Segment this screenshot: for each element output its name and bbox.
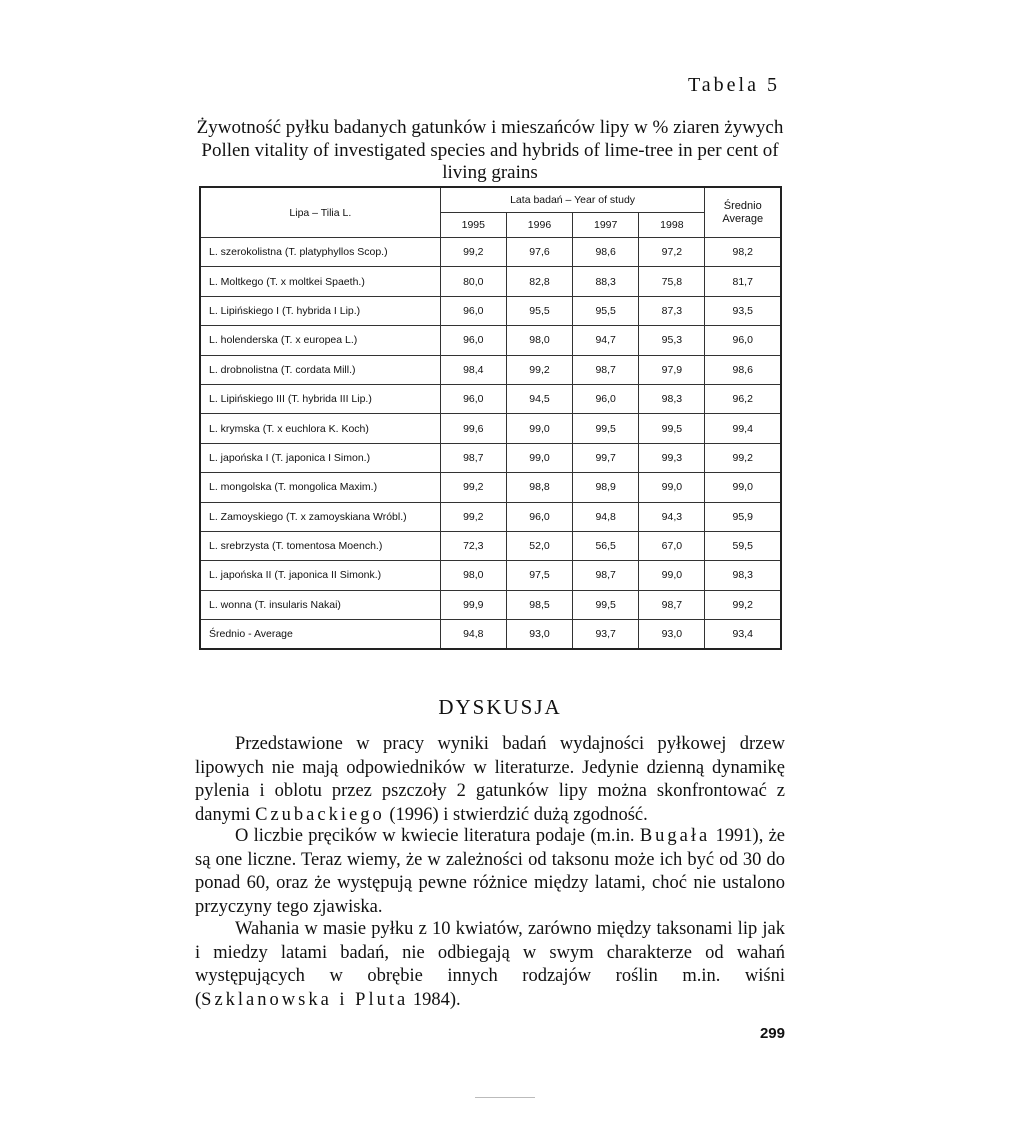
average-row bbox=[200, 620, 781, 650]
author-citation: Szklanowska i Pluta bbox=[201, 989, 409, 1010]
vitality-value-cell: 96,0 bbox=[573, 384, 639, 413]
species-common-name: L. drobnolistna bbox=[209, 363, 278, 376]
vitality-value-cell: 97,6 bbox=[506, 238, 572, 267]
species-latin-name: (T. insularis Nakai) bbox=[254, 598, 341, 611]
vitality-average-cell: 99,2 bbox=[705, 590, 781, 619]
vitality-value-cell: 98,0 bbox=[440, 561, 506, 590]
species-name-cell bbox=[200, 590, 440, 619]
vitality-value-cell: 72,3 bbox=[440, 531, 506, 560]
header-year: 1998 bbox=[639, 213, 705, 238]
species-latin-name: (T. japonica I Simon.) bbox=[271, 451, 371, 464]
vitality-value-cell: 88,3 bbox=[573, 267, 639, 296]
species-name-cell bbox=[200, 531, 440, 560]
page-number: 299 bbox=[759, 1025, 785, 1042]
species-latin-name: (T. x europea L.) bbox=[280, 334, 358, 347]
species-name-cell bbox=[200, 414, 440, 443]
species-name-cell bbox=[200, 443, 440, 472]
paragraph-text: 1984). bbox=[412, 989, 461, 1010]
species-latin-name: (T. japonica II Simonk.) bbox=[274, 569, 382, 582]
species-common-name: L. holenderska bbox=[209, 334, 278, 347]
vitality-value-cell: 56,5 bbox=[573, 531, 639, 560]
vitality-average-cell: 99,4 bbox=[705, 414, 781, 443]
average-value-cell: 94,8 bbox=[440, 620, 506, 650]
average-row-label: Średnio - Average bbox=[200, 620, 440, 650]
species-common-name: L. Zamoyskiego bbox=[209, 510, 284, 523]
vitality-value-cell: 99,6 bbox=[440, 414, 506, 443]
vitality-average-cell: 98,6 bbox=[705, 355, 781, 384]
table-row bbox=[200, 267, 781, 296]
table-row bbox=[200, 443, 781, 472]
vitality-value-cell: 97,5 bbox=[506, 561, 572, 590]
table-row bbox=[200, 502, 781, 531]
header-lipa bbox=[200, 187, 440, 238]
vitality-value-cell: 98,7 bbox=[639, 590, 705, 619]
vitality-average-cell: 96,2 bbox=[705, 384, 781, 413]
vitality-value-cell: 99,5 bbox=[639, 414, 705, 443]
vitality-value-cell: 94,5 bbox=[506, 384, 572, 413]
species-name-cell bbox=[200, 473, 440, 502]
vitality-value-cell: 99,0 bbox=[506, 443, 572, 472]
vitality-value-cell: 52,0 bbox=[506, 531, 572, 560]
header-lipa-label: Lipa – Tilia L. bbox=[289, 206, 352, 219]
paragraph-text: Wahania w masie pyłku z 10 kwiatów, zarówno między taksonami lip jak i miedzy latami badań, nie odbiegają w swym charakterze od wahań występujących w obrębie innych rodzajów roślin m.in. wiśni ( bbox=[195, 919, 785, 1010]
table-row bbox=[200, 414, 781, 443]
species-name-cell bbox=[200, 355, 440, 384]
species-name-cell bbox=[200, 326, 440, 355]
vitality-value-cell: 99,2 bbox=[440, 238, 506, 267]
species-common-name: L. krymska bbox=[209, 422, 260, 435]
species-name-cell bbox=[200, 561, 440, 590]
species-latin-name: (T. x euchlora K. Koch) bbox=[262, 422, 369, 435]
species-latin-name: (T. hybrida III Lip.) bbox=[287, 393, 372, 406]
author-citation: Bugała bbox=[639, 826, 711, 846]
discussion-paragraph bbox=[195, 733, 785, 827]
vitality-value-cell: 98,3 bbox=[639, 384, 705, 413]
table-caption-polish: Żywotność pyłku badanych gatunków i mieszańców lipy w % ziaren żywych bbox=[196, 117, 784, 138]
discussion-paragraph bbox=[195, 918, 785, 1012]
vitality-value-cell: 99,5 bbox=[573, 414, 639, 443]
species-common-name: L. japońska II bbox=[209, 569, 272, 582]
table-row bbox=[200, 561, 781, 590]
table-row bbox=[200, 531, 781, 560]
vitality-average-cell: 99,2 bbox=[705, 443, 781, 472]
species-common-name: L. srebrzysta bbox=[209, 540, 270, 553]
vitality-value-cell: 97,9 bbox=[639, 355, 705, 384]
paragraph-text: Przedstawione w pracy wyniki badań wydajności pyłkowej drzew lipowych nie mają odpowiedników w literaturze. Jedynie dzienną dynamikę pylenia i oblotu przez pszczoły 2 gatunków lipy można skonfrontować z danymi bbox=[195, 734, 785, 825]
author-citation: Czubackiego bbox=[255, 804, 385, 825]
average-value-cell: 93,0 bbox=[506, 620, 572, 650]
species-common-name: L. szerokolistna bbox=[209, 246, 282, 259]
paragraph-text: O liczbie pręcików w kwiecie literatura podaje (m.in. bbox=[235, 826, 635, 846]
vitality-average-cell: 99,0 bbox=[705, 473, 781, 502]
table-row bbox=[200, 355, 781, 384]
vitality-average-cell: 98,2 bbox=[705, 238, 781, 267]
vitality-average-cell: 93,5 bbox=[705, 296, 781, 325]
header-average-en: Average bbox=[722, 212, 764, 225]
table-row bbox=[200, 473, 781, 502]
paragraph-text: (1996) i stwierdzić dużą zgodność. bbox=[389, 804, 648, 825]
species-latin-name: (T. cordata Mill.) bbox=[280, 363, 356, 376]
vitality-average-cell: 96,0 bbox=[705, 326, 781, 355]
table-row bbox=[200, 326, 781, 355]
species-name-cell bbox=[200, 267, 440, 296]
species-latin-name: (T. x moltkei Spaeth.) bbox=[266, 275, 365, 288]
table-number-label: Tabela 5 bbox=[687, 74, 780, 96]
vitality-value-cell: 95,3 bbox=[639, 326, 705, 355]
header-average bbox=[705, 187, 781, 238]
overall-average-cell: 93,4 bbox=[705, 620, 781, 650]
paragraph-text: 1991), że są one liczne. Teraz wiemy, że w zależności od taksonu może ich być od 30 do ponad 60, oraz że występują pewne różnice między latami, choć nie ustalono przyczyny tego zjawiska. bbox=[195, 826, 786, 917]
vitality-value-cell: 98,9 bbox=[573, 473, 639, 502]
vitality-value-cell: 98,0 bbox=[506, 326, 572, 355]
vitality-average-cell: 59,5 bbox=[705, 531, 781, 560]
pollen-vitality-table bbox=[199, 186, 782, 650]
species-common-name: L. Lipińskiego I bbox=[209, 304, 280, 317]
vitality-value-cell: 87,3 bbox=[639, 296, 705, 325]
vitality-value-cell: 99,2 bbox=[440, 502, 506, 531]
vitality-value-cell: 80,0 bbox=[440, 267, 506, 296]
vitality-value-cell: 82,8 bbox=[506, 267, 572, 296]
vitality-value-cell: 98,5 bbox=[506, 590, 572, 619]
vitality-value-cell: 98,7 bbox=[440, 443, 506, 472]
vitality-average-cell: 95,9 bbox=[705, 502, 781, 531]
header-year-of-study: Lata badań – Year of study bbox=[440, 187, 705, 213]
species-name-cell bbox=[200, 238, 440, 267]
table-row bbox=[200, 296, 781, 325]
header-year: 1996 bbox=[506, 213, 572, 238]
species-latin-name: (T. hybrida I Lip.) bbox=[281, 304, 361, 317]
vitality-value-cell: 99,3 bbox=[639, 443, 705, 472]
table-body bbox=[200, 238, 781, 650]
vitality-value-cell: 95,5 bbox=[506, 296, 572, 325]
vitality-value-cell: 94,7 bbox=[573, 326, 639, 355]
vitality-value-cell: 99,5 bbox=[573, 590, 639, 619]
vitality-value-cell: 75,8 bbox=[639, 267, 705, 296]
vitality-value-cell: 99,0 bbox=[506, 414, 572, 443]
vitality-value-cell: 96,0 bbox=[440, 296, 506, 325]
table-caption-english: Pollen vitality of investigated species and hybrids of lime-tree in per cent of living grains bbox=[201, 140, 779, 183]
table-row bbox=[200, 590, 781, 619]
vitality-value-cell: 96,0 bbox=[506, 502, 572, 531]
vitality-value-cell: 96,0 bbox=[440, 384, 506, 413]
vitality-value-cell: 98,7 bbox=[573, 355, 639, 384]
vitality-value-cell: 98,7 bbox=[573, 561, 639, 590]
species-name-cell bbox=[200, 384, 440, 413]
discussion-heading: DYSKUSJA bbox=[438, 695, 562, 719]
vitality-value-cell: 99,2 bbox=[506, 355, 572, 384]
vitality-value-cell: 99,2 bbox=[440, 473, 506, 502]
species-latin-name: (T. platyphyllos Scop.) bbox=[284, 246, 388, 259]
header-average-pl: Średnio bbox=[723, 199, 762, 212]
average-value-cell: 93,7 bbox=[573, 620, 639, 650]
species-name-cell bbox=[200, 296, 440, 325]
table-row bbox=[200, 238, 781, 267]
species-common-name: L. wonna bbox=[209, 598, 252, 611]
species-common-name: L. mongolska bbox=[209, 481, 272, 494]
table-row bbox=[200, 384, 781, 413]
species-latin-name: (T. x zamoyskiana Wróbl.) bbox=[286, 510, 407, 523]
vitality-value-cell: 67,0 bbox=[639, 531, 705, 560]
discussion-paragraph bbox=[195, 825, 785, 919]
species-latin-name: (T. mongolica Maxim.) bbox=[274, 481, 378, 494]
vitality-value-cell: 99,9 bbox=[440, 590, 506, 619]
scan-artifact-line bbox=[475, 1097, 535, 1098]
species-name-cell bbox=[200, 502, 440, 531]
header-year: 1997 bbox=[573, 213, 639, 238]
species-common-name: L. Moltkego bbox=[209, 275, 264, 288]
vitality-value-cell: 97,2 bbox=[639, 238, 705, 267]
species-common-name: L. japońska I bbox=[209, 451, 269, 464]
vitality-average-cell: 81,7 bbox=[705, 267, 781, 296]
species-common-name: L. Lipińskiego III bbox=[209, 393, 285, 406]
vitality-value-cell: 99,0 bbox=[639, 561, 705, 590]
vitality-value-cell: 96,0 bbox=[440, 326, 506, 355]
species-latin-name: (T. tomentosa Moench.) bbox=[272, 540, 383, 553]
vitality-value-cell: 98,4 bbox=[440, 355, 506, 384]
vitality-value-cell: 95,5 bbox=[573, 296, 639, 325]
header-year: 1995 bbox=[440, 213, 506, 238]
vitality-value-cell: 99,0 bbox=[639, 473, 705, 502]
vitality-value-cell: 94,3 bbox=[639, 502, 705, 531]
vitality-value-cell: 94,8 bbox=[573, 502, 639, 531]
vitality-value-cell: 98,8 bbox=[506, 473, 572, 502]
vitality-value-cell: 98,6 bbox=[573, 238, 639, 267]
vitality-average-cell: 98,3 bbox=[705, 561, 781, 590]
vitality-value-cell: 99,7 bbox=[573, 443, 639, 472]
average-value-cell: 93,0 bbox=[639, 620, 705, 650]
